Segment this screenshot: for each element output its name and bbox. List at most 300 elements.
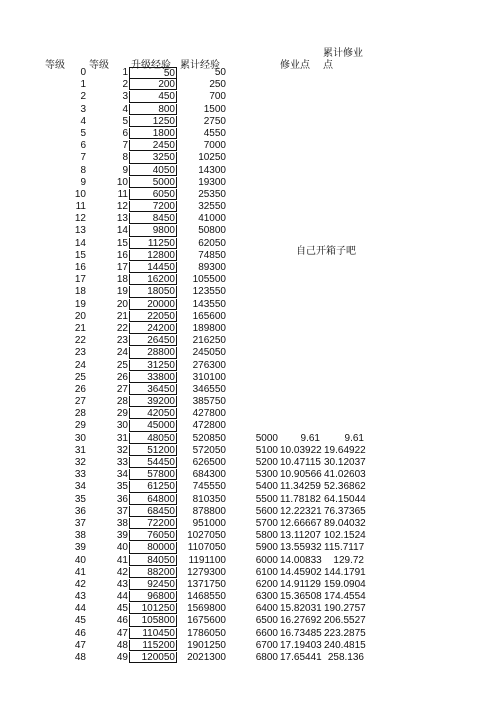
cumulative-repair-cell: 159.0904 [324, 578, 366, 590]
level-prev-cell: 27 [74, 396, 86, 408]
header-repair-points: 修业点 [280, 60, 310, 71]
upgrade-exp-cell: 7200 [129, 201, 177, 212]
level-prev-cell: 19 [74, 298, 86, 310]
cumulative-exp-cell: 385750 [192, 396, 226, 408]
cumulative-repair-cell: 52.36862 [324, 481, 366, 493]
table-row [0, 457, 500, 469]
level-prev-cell: 4 [80, 115, 86, 127]
table-row [0, 201, 500, 213]
repair-value-cell [280, 286, 320, 298]
repair-value-cell [280, 201, 320, 213]
repair-value-cell [280, 225, 320, 237]
repair-points-cell: 6800 [255, 652, 278, 663]
level-cell: 38 [116, 517, 128, 529]
table-row [0, 152, 500, 164]
level-table [0, 67, 500, 664]
level-prev-cell: 22 [74, 335, 86, 347]
level-prev-cell: 6 [80, 140, 86, 152]
cumulative-exp-cell: 472800 [192, 420, 226, 432]
cumulative-exp-cell: 427800 [192, 408, 226, 420]
cumulative-exp-cell: 346550 [192, 383, 226, 395]
cumulative-repair-cell: 190.2757 [324, 603, 366, 615]
cumulative-exp-cell: 74850 [198, 249, 226, 261]
level-prev-cell: 16 [74, 262, 86, 273]
repair-points-cell [240, 408, 278, 420]
cumulative-repair-cell [324, 274, 364, 286]
table-row [0, 323, 500, 335]
table-row [0, 225, 500, 237]
cumulative-exp-cell: 4550 [203, 127, 226, 139]
table-row [0, 506, 500, 518]
cumulative-exp-cell: 810350 [192, 493, 226, 505]
level-prev-cell: 43 [74, 591, 86, 603]
repair-points-cell: 5000 [255, 432, 278, 444]
table-row [0, 518, 500, 530]
repair-points-cell [240, 396, 278, 408]
upgrade-exp-cell: 57800 [129, 469, 177, 480]
level-prev-cell: 38 [74, 530, 86, 542]
level-cell: 1 [122, 67, 128, 78]
level-prev-cell: 42 [74, 578, 86, 590]
level-prev-cell: 2 [80, 91, 86, 103]
repair-points-cell: 6500 [255, 615, 278, 627]
cumulative-repair-cell [324, 286, 364, 298]
cumulative-repair-cell [324, 201, 364, 213]
level-prev-cell: 0 [80, 67, 86, 78]
repair-points-cell: 5800 [255, 530, 278, 542]
cumulative-repair-cell: 30.12037 [324, 457, 366, 468]
cumulative-repair-cell [324, 67, 364, 79]
cumulative-repair-cell [324, 238, 364, 250]
repair-points-cell: 5700 [255, 517, 278, 529]
repair-value-cell [280, 165, 320, 177]
cumulative-exp-cell: 520850 [192, 432, 226, 444]
table-row [0, 238, 500, 250]
repair-value-cell: 9.61 [300, 432, 320, 444]
repair-value-cell [280, 408, 320, 420]
repair-points-cell [240, 189, 278, 201]
repair-value-cell [280, 116, 320, 128]
repair-value-cell: 16.73485 [280, 627, 322, 639]
cumulative-exp-cell: 143550 [192, 298, 226, 310]
cumulative-repair-cell [324, 347, 364, 359]
repair-points-cell: 6700 [255, 639, 278, 651]
cumulative-repair-cell: 174.4554 [324, 591, 366, 603]
cumulative-exp-cell: 1468550 [187, 591, 226, 603]
level-prev-cell: 37 [74, 517, 86, 529]
cumulative-repair-cell: 115.7117 [324, 542, 365, 554]
cumulative-exp-cell: 245050 [192, 347, 226, 359]
upgrade-exp-cell: 450 [129, 91, 177, 102]
upgrade-exp-cell: 110450 [129, 628, 177, 639]
repair-value-cell [280, 335, 320, 347]
cumulative-exp-cell: 1107050 [187, 542, 226, 554]
table-row [0, 372, 500, 384]
repair-value-cell [280, 372, 320, 384]
cumulative-exp-cell: 276300 [192, 359, 226, 371]
repair-value-cell: 10.03922 [280, 444, 322, 456]
cumulative-repair-cell [324, 225, 364, 237]
repair-value-cell [280, 67, 320, 79]
level-cell: 25 [116, 359, 128, 371]
cumulative-exp-cell: 250 [209, 79, 226, 91]
repair-value-cell [280, 262, 320, 274]
cumulative-exp-cell: 700 [209, 91, 226, 103]
cumulative-repair-cell: 64.15044 [324, 493, 366, 505]
cumulative-exp-cell: 745550 [192, 481, 226, 493]
level-cell: 27 [116, 383, 128, 395]
level-prev-cell: 33 [74, 469, 86, 481]
level-prev-cell: 8 [80, 164, 86, 176]
repair-value-cell [280, 140, 320, 152]
cumulative-exp-cell: 7000 [203, 140, 226, 152]
repair-points-cell [240, 152, 278, 164]
cumulative-exp-cell: 1786050 [187, 627, 226, 639]
cumulative-repair-cell [324, 420, 364, 432]
cumulative-exp-cell: 14300 [198, 164, 226, 176]
level-prev-cell: 7 [80, 152, 86, 164]
level-cell: 37 [116, 505, 128, 517]
level-prev-cell: 15 [74, 249, 86, 261]
level-cell: 10 [116, 176, 128, 188]
header-upgrade-exp: 升级经验 [131, 60, 171, 71]
level-prev-cell: 21 [74, 322, 86, 334]
cumulative-repair-cell [324, 152, 364, 164]
repair-value-cell [280, 177, 320, 189]
level-prev-cell: 13 [74, 225, 86, 237]
cumulative-repair-cell [324, 408, 364, 420]
upgrade-exp-cell: 8450 [129, 213, 177, 224]
table-row [0, 603, 500, 615]
cumulative-repair-cell: 144.1791 [324, 566, 366, 578]
upgrade-exp-cell: 48050 [129, 433, 177, 444]
cumulative-exp-cell: 10250 [198, 152, 226, 164]
repair-points-cell [240, 360, 278, 372]
repair-value-cell: 10.90566 [280, 469, 322, 481]
cumulative-repair-cell: 129.72 [333, 554, 364, 566]
table-row [0, 79, 500, 91]
upgrade-exp-cell: 54450 [129, 457, 177, 468]
repair-points-cell [240, 372, 278, 384]
level-cell: 44 [116, 591, 128, 603]
table-row [0, 433, 500, 445]
level-cell: 21 [116, 310, 128, 322]
repair-value-cell [280, 360, 320, 372]
cumulative-exp-cell: 626500 [192, 457, 226, 468]
repair-points-cell: 6300 [255, 591, 278, 603]
table-row [0, 481, 500, 493]
repair-value-cell: 17.19403 [280, 639, 322, 651]
table-row [0, 262, 500, 274]
level-cell: 5 [122, 115, 128, 127]
repair-value-cell: 15.36508 [280, 591, 322, 603]
header-cumulative-repair-line2: 点 [323, 60, 333, 71]
cumulative-exp-cell: 1191100 [188, 554, 226, 566]
repair-points-cell [240, 335, 278, 347]
cumulative-exp-cell: 310100 [192, 371, 226, 383]
upgrade-exp-cell: 64800 [129, 494, 177, 505]
repair-points-cell [240, 165, 278, 177]
upgrade-exp-cell: 20000 [129, 299, 177, 310]
header-cumulative-repair-line1: 累计修业 [323, 48, 363, 59]
upgrade-exp-cell: 115200 [129, 640, 177, 651]
upgrade-exp-cell: 42050 [129, 408, 177, 419]
repair-points-cell: 6400 [255, 603, 278, 615]
cumulative-repair-cell: 258.136 [327, 652, 364, 663]
level-prev-cell: 17 [74, 274, 86, 286]
table-row [0, 555, 500, 567]
upgrade-exp-cell: 120050 [129, 652, 177, 663]
level-cell: 26 [116, 371, 128, 383]
cumulative-repair-cell [324, 213, 364, 225]
level-cell: 12 [116, 201, 128, 213]
level-prev-cell: 1 [80, 79, 86, 91]
cumulative-repair-cell [324, 311, 364, 323]
repair-points-cell [240, 140, 278, 152]
cumulative-exp-cell: 951000 [192, 517, 226, 529]
cumulative-exp-cell: 165600 [192, 310, 226, 322]
cumulative-repair-cell: 102.1524 [324, 530, 366, 542]
upgrade-exp-cell: 800 [129, 104, 177, 115]
level-cell: 49 [116, 652, 128, 663]
level-prev-cell: 29 [74, 420, 86, 432]
level-prev-cell: 18 [74, 286, 86, 298]
cumulative-repair-cell [324, 250, 364, 262]
upgrade-exp-cell: 26450 [129, 335, 177, 346]
level-cell: 8 [122, 152, 128, 164]
repair-value-cell [280, 384, 320, 396]
repair-value-cell [280, 420, 320, 432]
repair-value-cell: 14.45902 [280, 566, 322, 578]
cumulative-exp-cell: 189800 [192, 322, 226, 334]
repair-points-cell [240, 238, 278, 250]
upgrade-exp-cell: 68450 [129, 506, 177, 517]
cumulative-repair-cell: 223.2875 [324, 627, 366, 639]
level-cell: 28 [116, 396, 128, 408]
level-cell: 15 [116, 237, 128, 249]
repair-value-cell: 15.82031 [280, 603, 322, 615]
upgrade-exp-cell: 84050 [129, 555, 177, 566]
repair-points-cell: 5900 [255, 542, 278, 554]
cumulative-exp-cell: 878800 [192, 505, 226, 517]
cumulative-repair-cell [324, 177, 364, 189]
upgrade-exp-cell: 96800 [129, 591, 177, 602]
upgrade-exp-cell: 1800 [129, 128, 177, 139]
upgrade-exp-cell: 9800 [129, 225, 177, 236]
cumulative-repair-cell: 206.5527 [324, 615, 366, 627]
repair-value-cell: 11.78182 [280, 493, 321, 505]
table-row [0, 189, 500, 201]
upgrade-exp-cell: 4050 [129, 165, 177, 176]
cumulative-repair-cell: 9.61 [344, 432, 364, 444]
table-row [0, 408, 500, 420]
cumulative-repair-cell [324, 165, 364, 177]
repair-points-cell [240, 250, 278, 262]
level-cell: 40 [116, 542, 128, 554]
repair-value-cell [280, 213, 320, 225]
cumulative-repair-cell [324, 116, 364, 128]
repair-value-cell: 17.65441 [280, 652, 322, 663]
repair-points-cell [240, 91, 278, 103]
upgrade-exp-cell: 76050 [129, 530, 177, 541]
upgrade-exp-cell: 39200 [129, 396, 177, 407]
repair-points-cell: 6600 [255, 627, 278, 639]
level-cell: 36 [116, 493, 128, 505]
repair-points-cell: 5400 [255, 481, 278, 493]
repair-points-cell: 5200 [255, 457, 278, 468]
cumulative-repair-cell [324, 262, 364, 274]
level-cell: 9 [122, 164, 128, 176]
repair-value-cell [280, 91, 320, 103]
repair-value-cell: 14.00833 [280, 554, 322, 566]
cumulative-repair-cell [324, 128, 364, 140]
table-row [0, 384, 500, 396]
cumulative-exp-cell: 19300 [198, 176, 226, 188]
cumulative-repair-cell: 76.37365 [324, 505, 366, 517]
repair-points-cell [240, 347, 278, 359]
upgrade-exp-cell: 1250 [129, 116, 177, 127]
cumulative-repair-cell [324, 360, 364, 372]
repair-points-cell [240, 104, 278, 116]
level-cell: 20 [116, 298, 128, 310]
table-row [0, 591, 500, 603]
level-cell: 42 [116, 566, 128, 578]
cumulative-exp-cell: 1500 [203, 103, 226, 115]
level-cell: 6 [122, 127, 128, 139]
table-row [0, 286, 500, 298]
cumulative-exp-cell: 105500 [192, 274, 226, 286]
table-row [0, 335, 500, 347]
level-prev-cell: 39 [74, 542, 86, 554]
level-cell: 48 [116, 639, 128, 651]
repair-value-cell: 12.22321 [280, 505, 322, 517]
level-cell: 46 [116, 615, 128, 627]
repair-points-cell [240, 225, 278, 237]
table-row [0, 299, 500, 311]
repair-points-cell: 6200 [255, 578, 278, 590]
table-row [0, 91, 500, 103]
level-prev-cell: 45 [74, 615, 86, 627]
table-row [0, 250, 500, 262]
upgrade-exp-cell: 45000 [129, 420, 177, 431]
cumulative-repair-cell [324, 104, 364, 116]
table-row [0, 640, 500, 652]
level-prev-cell: 36 [74, 505, 86, 517]
repair-value-cell [280, 323, 320, 335]
repair-points-cell [240, 262, 278, 274]
level-prev-cell: 34 [74, 481, 86, 493]
level-cell: 3 [122, 91, 128, 103]
upgrade-exp-cell: 2450 [129, 140, 177, 151]
table-row [0, 116, 500, 128]
repair-value-cell: 16.27692 [280, 615, 322, 627]
level-prev-cell: 47 [74, 639, 86, 651]
table-row [0, 104, 500, 116]
level-cell: 34 [116, 469, 128, 481]
repair-points-cell [240, 128, 278, 140]
table-row [0, 396, 500, 408]
upgrade-exp-cell: 12800 [129, 250, 177, 261]
level-prev-cell: 12 [74, 213, 86, 225]
level-cell: 13 [116, 213, 128, 225]
level-cell: 7 [122, 140, 128, 152]
level-prev-cell: 14 [74, 237, 86, 249]
upgrade-exp-cell: 101250 [129, 603, 177, 614]
cumulative-repair-cell: 240.4815 [324, 639, 366, 651]
cumulative-exp-cell: 2021300 [187, 652, 226, 663]
level-prev-cell: 3 [80, 103, 86, 115]
level-cell: 11 [117, 188, 128, 200]
repair-points-cell [240, 67, 278, 79]
upgrade-exp-cell: 36450 [129, 384, 177, 395]
level-cell: 41 [116, 554, 128, 566]
repair-value-cell [280, 396, 320, 408]
table-row [0, 530, 500, 542]
repair-value-cell [280, 189, 320, 201]
repair-points-cell [240, 177, 278, 189]
repair-value-cell [280, 79, 320, 91]
level-cell: 35 [116, 481, 128, 493]
repair-value-cell [280, 104, 320, 116]
level-cell: 24 [116, 347, 128, 359]
cumulative-repair-cell [324, 79, 364, 91]
level-cell: 39 [116, 530, 128, 542]
cumulative-exp-cell: 32550 [198, 201, 226, 213]
upgrade-exp-cell: 61250 [129, 481, 177, 492]
upgrade-exp-cell: 24200 [129, 323, 177, 334]
level-cell: 43 [116, 578, 128, 590]
level-cell: 32 [116, 444, 128, 456]
level-prev-cell: 20 [74, 310, 86, 322]
level-prev-cell: 9 [80, 176, 86, 188]
cumulative-exp-cell: 89300 [198, 262, 226, 273]
level-cell: 45 [116, 603, 128, 615]
level-cell: 30 [116, 420, 128, 432]
repair-value-cell [280, 250, 320, 262]
level-cell: 17 [116, 262, 128, 273]
repair-value-cell: 12.66667 [280, 517, 322, 529]
repair-points-cell [240, 420, 278, 432]
repair-points-cell [240, 323, 278, 335]
cumulative-repair-cell [324, 91, 364, 103]
repair-value-cell: 11.34259 [280, 481, 321, 493]
table-row [0, 615, 500, 627]
open-box-note: 自己开箱子吧 [296, 246, 356, 257]
table-row [0, 165, 500, 177]
repair-value-cell [280, 311, 320, 323]
level-cell: 47 [116, 627, 128, 639]
upgrade-exp-cell: 88200 [129, 567, 177, 578]
level-prev-cell: 23 [74, 347, 86, 359]
upgrade-exp-cell: 31250 [129, 360, 177, 371]
cumulative-exp-cell: 41000 [198, 213, 226, 225]
level-cell: 31 [116, 432, 128, 444]
repair-points-cell: 6100 [255, 566, 278, 578]
level-prev-cell: 26 [74, 383, 86, 395]
upgrade-exp-cell: 51200 [129, 445, 177, 456]
cumulative-repair-cell [324, 299, 364, 311]
upgrade-exp-cell: 3250 [129, 152, 177, 163]
cumulative-exp-cell: 684300 [192, 469, 226, 481]
repair-points-cell [240, 286, 278, 298]
repair-value-cell [280, 152, 320, 164]
upgrade-exp-cell: 18050 [129, 286, 177, 297]
header-cumulative-exp: 累计经验 [180, 60, 220, 71]
cumulative-exp-cell: 1371750 [187, 578, 226, 590]
repair-value-cell [280, 347, 320, 359]
cumulative-exp-cell: 50 [214, 67, 226, 78]
level-prev-cell: 5 [80, 127, 86, 139]
